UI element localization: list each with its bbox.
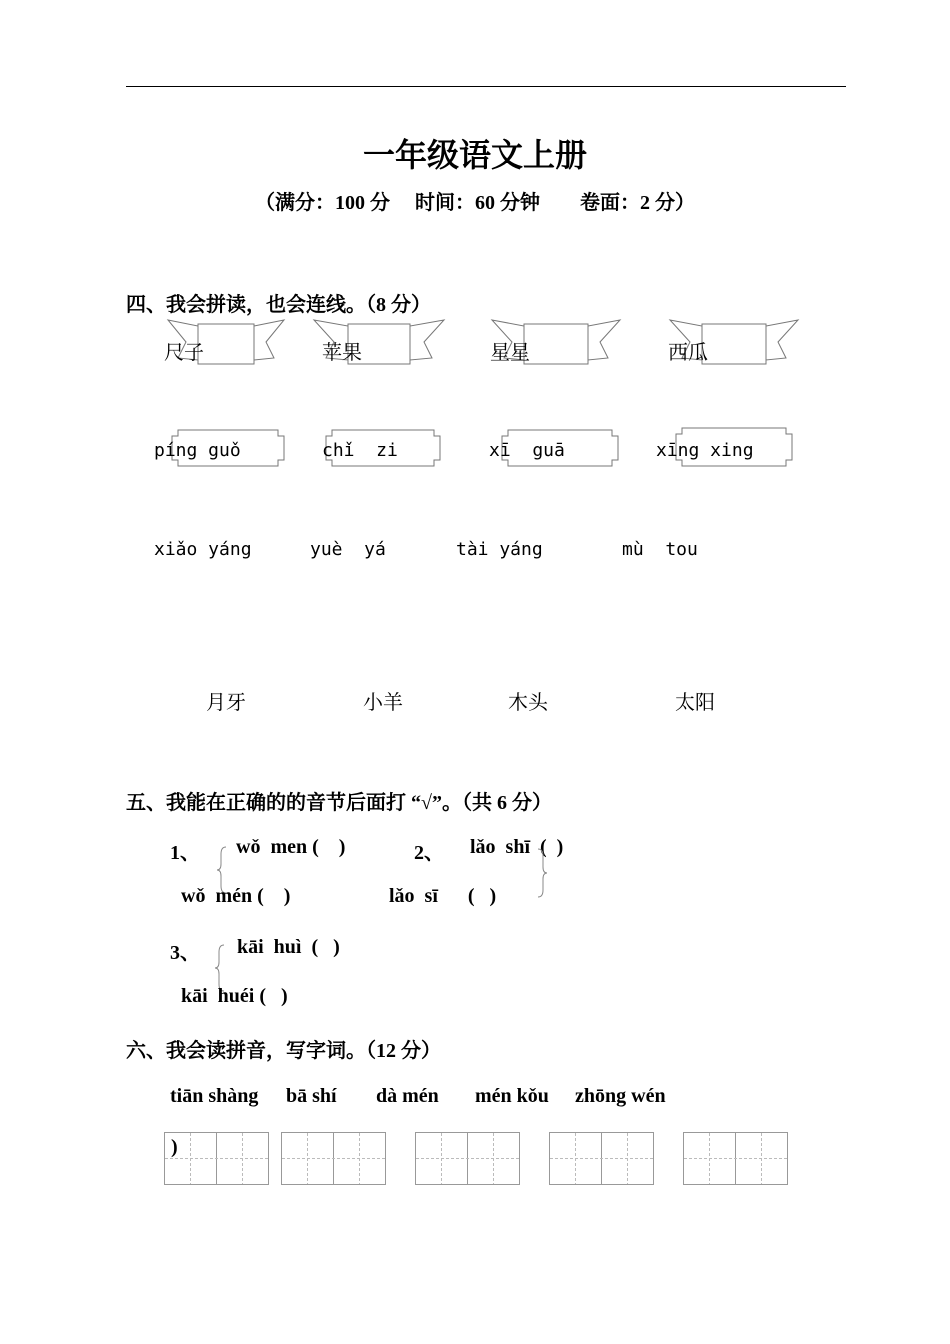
stray-parenthesis: ) xyxy=(171,1136,178,1158)
q1-option-b: wǒ mén ( ) xyxy=(181,885,291,907)
writing-grid-5[interactable] xyxy=(683,1132,789,1186)
bottom-word-4: 太阳 xyxy=(675,692,715,714)
writing-grid-4[interactable] xyxy=(549,1132,655,1186)
q2-number: 2、 xyxy=(414,842,444,864)
q1-option-a: wǒ men ( ) xyxy=(236,836,346,858)
top-word-3: 星星 xyxy=(490,342,530,364)
writing-grid-3[interactable] xyxy=(415,1132,521,1186)
section6-heading: 六、我会读拼音，写字词。（12 分） xyxy=(126,1040,441,1062)
q2-brace xyxy=(536,848,548,898)
pinyin-row2-1: xiǎo yáng xyxy=(154,539,252,560)
pinyin-row1-1: píng guǒ xyxy=(154,440,241,461)
q1-number: 1、 xyxy=(170,842,200,864)
top-word-1: 尺子 xyxy=(164,342,204,364)
exam-info: （满分：100 分 时间：60 分钟 卷面：2 分） xyxy=(255,192,695,214)
top-word-2: 苹果 xyxy=(322,342,362,364)
header-rule xyxy=(126,86,846,87)
pinyin-row1-3: xī guā xyxy=(489,440,565,461)
q2-option-a: lǎo shī ( ) xyxy=(470,836,564,858)
bottom-word-1: 月牙 xyxy=(206,692,246,714)
bottom-word-3: 木头 xyxy=(508,692,548,714)
top-word-4: 西瓜 xyxy=(668,342,708,364)
pinyin-row2-2: yuè yá xyxy=(310,539,386,560)
q2-option-b: lǎo sī ( ) xyxy=(389,885,497,907)
pinyin-prompt-3: dà mén xyxy=(376,1085,439,1107)
pinyin-prompt-2: bā shí xyxy=(286,1085,337,1107)
writing-grid-2[interactable] xyxy=(281,1132,387,1186)
pinyin-prompt-5: zhōng wén xyxy=(575,1085,666,1107)
pinyin-row2-3: tài yáng xyxy=(456,539,543,560)
pinyin-row1-2: chǐ zi xyxy=(322,440,398,461)
q3-number: 3、 xyxy=(170,942,200,964)
writing-grid-1[interactable] xyxy=(164,1132,270,1186)
section4-heading: 四、我会拼读，也会连线。（8 分） xyxy=(126,294,431,316)
pinyin-row2-4: mù tou xyxy=(622,539,698,560)
bottom-word-2: 小羊 xyxy=(363,692,403,714)
pinyin-prompt-1: tiān shàng xyxy=(170,1085,259,1107)
q3-option-a: kāi huì ( ) xyxy=(237,936,340,958)
page-title: 一年级语文上册 xyxy=(362,137,587,173)
pinyin-row1-4: xīng xing xyxy=(656,440,754,461)
pinyin-prompt-4: mén kǒu xyxy=(475,1085,549,1107)
q3-option-b: kāi huéi ( ) xyxy=(181,985,288,1007)
section5-heading: 五、我能在正确的的音节后面打 “√”。（共 6 分） xyxy=(126,792,552,814)
